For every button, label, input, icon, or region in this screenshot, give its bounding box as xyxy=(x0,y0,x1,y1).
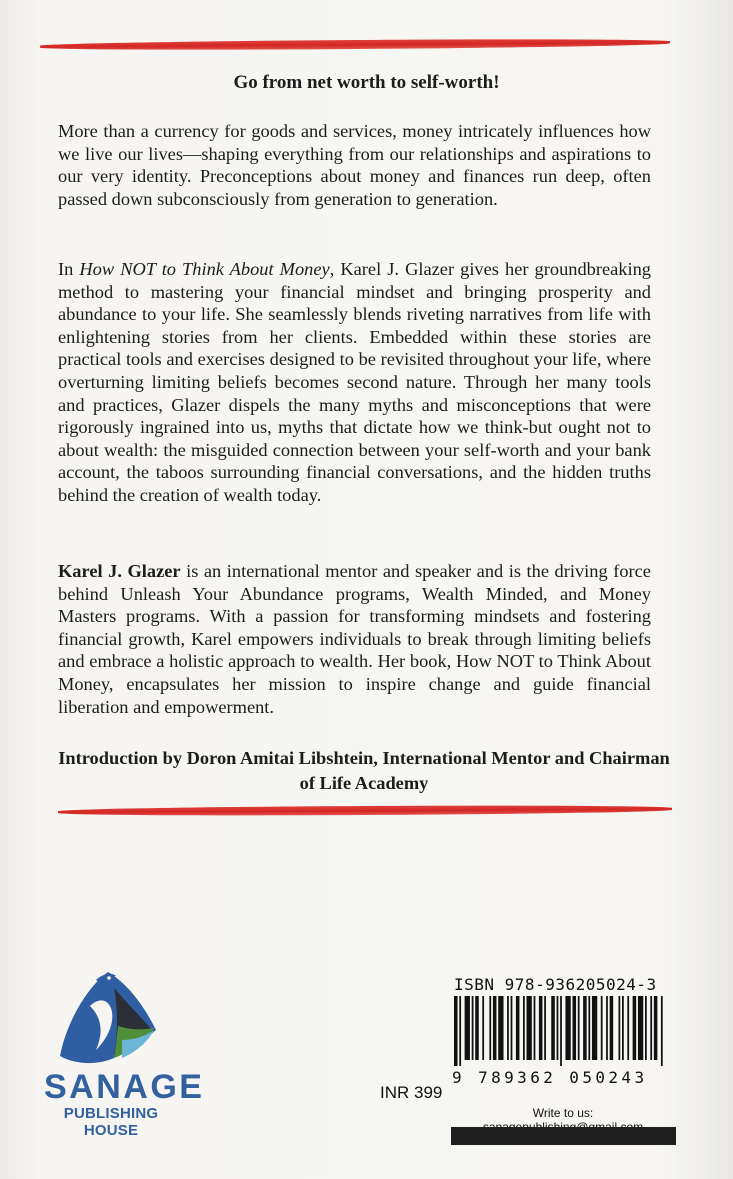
dark-strip xyxy=(451,1127,676,1145)
author-bio-paragraph xyxy=(58,560,651,718)
barcode-bar xyxy=(511,996,513,1060)
publisher-subtitle: PUBLISHING HOUSE xyxy=(63,1105,159,1139)
barcode-bar xyxy=(475,996,479,1060)
barcode-bar xyxy=(498,996,503,1060)
barcode-bar xyxy=(472,996,474,1060)
barcode-bar xyxy=(544,996,546,1060)
barcode-bar xyxy=(459,996,461,1066)
barcode-bar xyxy=(551,996,555,1060)
barcode-bar xyxy=(627,996,629,1060)
paragraph-2-body: , Karel J. Glazer gives her groundbreaking method to mastering your financial mindset and bringing prosperity and abundance to your life. She seamlessly blends riveting narratives from life with enlightening stories from her clients. Embedded within these stories are practical tools and exercises designed to be revisited throughout your life, where overturning limiting beliefs becomes second nature. Through her many tools and practices, Glazer dispels the many myths and misconceptions that were rigorously ingrained into us, myths that dictate how we think-but ought not to about wealth: the misguided connection between your self-worth and your bank account, the taboos surrounding financial conversations, and the hidden truths behind the creation of wealth today. xyxy=(58,259,651,505)
book-title-italic: How NOT to Think About Money xyxy=(79,259,330,279)
barcode-bar xyxy=(534,996,536,1060)
barcode-bar xyxy=(650,996,652,1060)
barcode-bar xyxy=(573,996,577,1060)
barcode-bar xyxy=(539,996,543,1060)
price-label: INR 399 xyxy=(380,1083,443,1102)
barcode-bar xyxy=(588,996,590,1060)
publisher-name: SANAGE xyxy=(44,1068,205,1106)
barcode-bar xyxy=(493,996,497,1060)
barcode-bar xyxy=(583,996,587,1060)
paragraph-2-lead: In xyxy=(58,259,80,279)
tagline: Go from net worth to self-worth! xyxy=(233,72,500,93)
barcode-bar xyxy=(557,996,559,1060)
barcode-bar xyxy=(592,996,597,1060)
barcode-bar xyxy=(507,996,509,1060)
barcode-bar xyxy=(645,996,647,1060)
barcode-bar xyxy=(489,996,491,1060)
barcode-bar xyxy=(578,996,580,1060)
introduction-credit: Introduction by Doron Amitai Libshtein, International Mentor and Chairman of Life Academy xyxy=(58,748,670,793)
author-name: Karel J. Glazer xyxy=(58,561,181,581)
top-red-brushstroke xyxy=(40,38,670,51)
description-paragraph-1: More than a currency for goods and services, money intricately influences how we live our lives—shaping everything from our relationships and aspirations to our very identity. Preconceptions about money and finances run deep, often passed down subconsciously from generation to generation. xyxy=(58,121,651,209)
barcode-bar xyxy=(465,996,470,1060)
barcode-bar xyxy=(560,996,562,1066)
sanage-logo-icon xyxy=(56,966,160,1068)
barcode-bar xyxy=(527,996,532,1060)
barcode-bar xyxy=(482,996,484,1060)
barcode-bar xyxy=(606,996,608,1060)
isbn-barcode xyxy=(452,996,670,1066)
barcode-digits: 9 789362 050243 xyxy=(452,1068,648,1087)
author-bio-body: is an international mentor and speaker and is the driving force behind Unleash Your Abundance programs, Wealth Minded, and Money Masters programs. With a passion for transforming mindsets and fostering financial growth, Karel empowers individuals to break through limiting beliefs and embrace a holistic approach to wealth. Her book, How NOT to Think About Money, encapsulates her mission to inspire change and guide financial liberation and empowerment. xyxy=(58,561,651,717)
barcode-bar xyxy=(618,996,620,1060)
barcode-bar xyxy=(454,996,458,1066)
barcode-bar xyxy=(654,996,658,1060)
barcode-bar xyxy=(638,996,643,1060)
barcode-bar xyxy=(565,996,570,1060)
description-paragraph-2 xyxy=(58,258,651,507)
bottom-red-brushstroke xyxy=(58,804,672,816)
contact-email: Write to us: xyxy=(532,1106,594,1120)
barcode-bar xyxy=(622,996,624,1060)
barcode-bar xyxy=(661,996,663,1066)
isbn-label: ISBN 978-936205024-3 xyxy=(454,975,657,994)
barcode-bar xyxy=(523,996,525,1060)
barcode-bar xyxy=(633,996,637,1060)
barcode-bar xyxy=(516,996,520,1060)
barcode-bar xyxy=(601,996,603,1060)
barcode-bar xyxy=(610,996,614,1060)
